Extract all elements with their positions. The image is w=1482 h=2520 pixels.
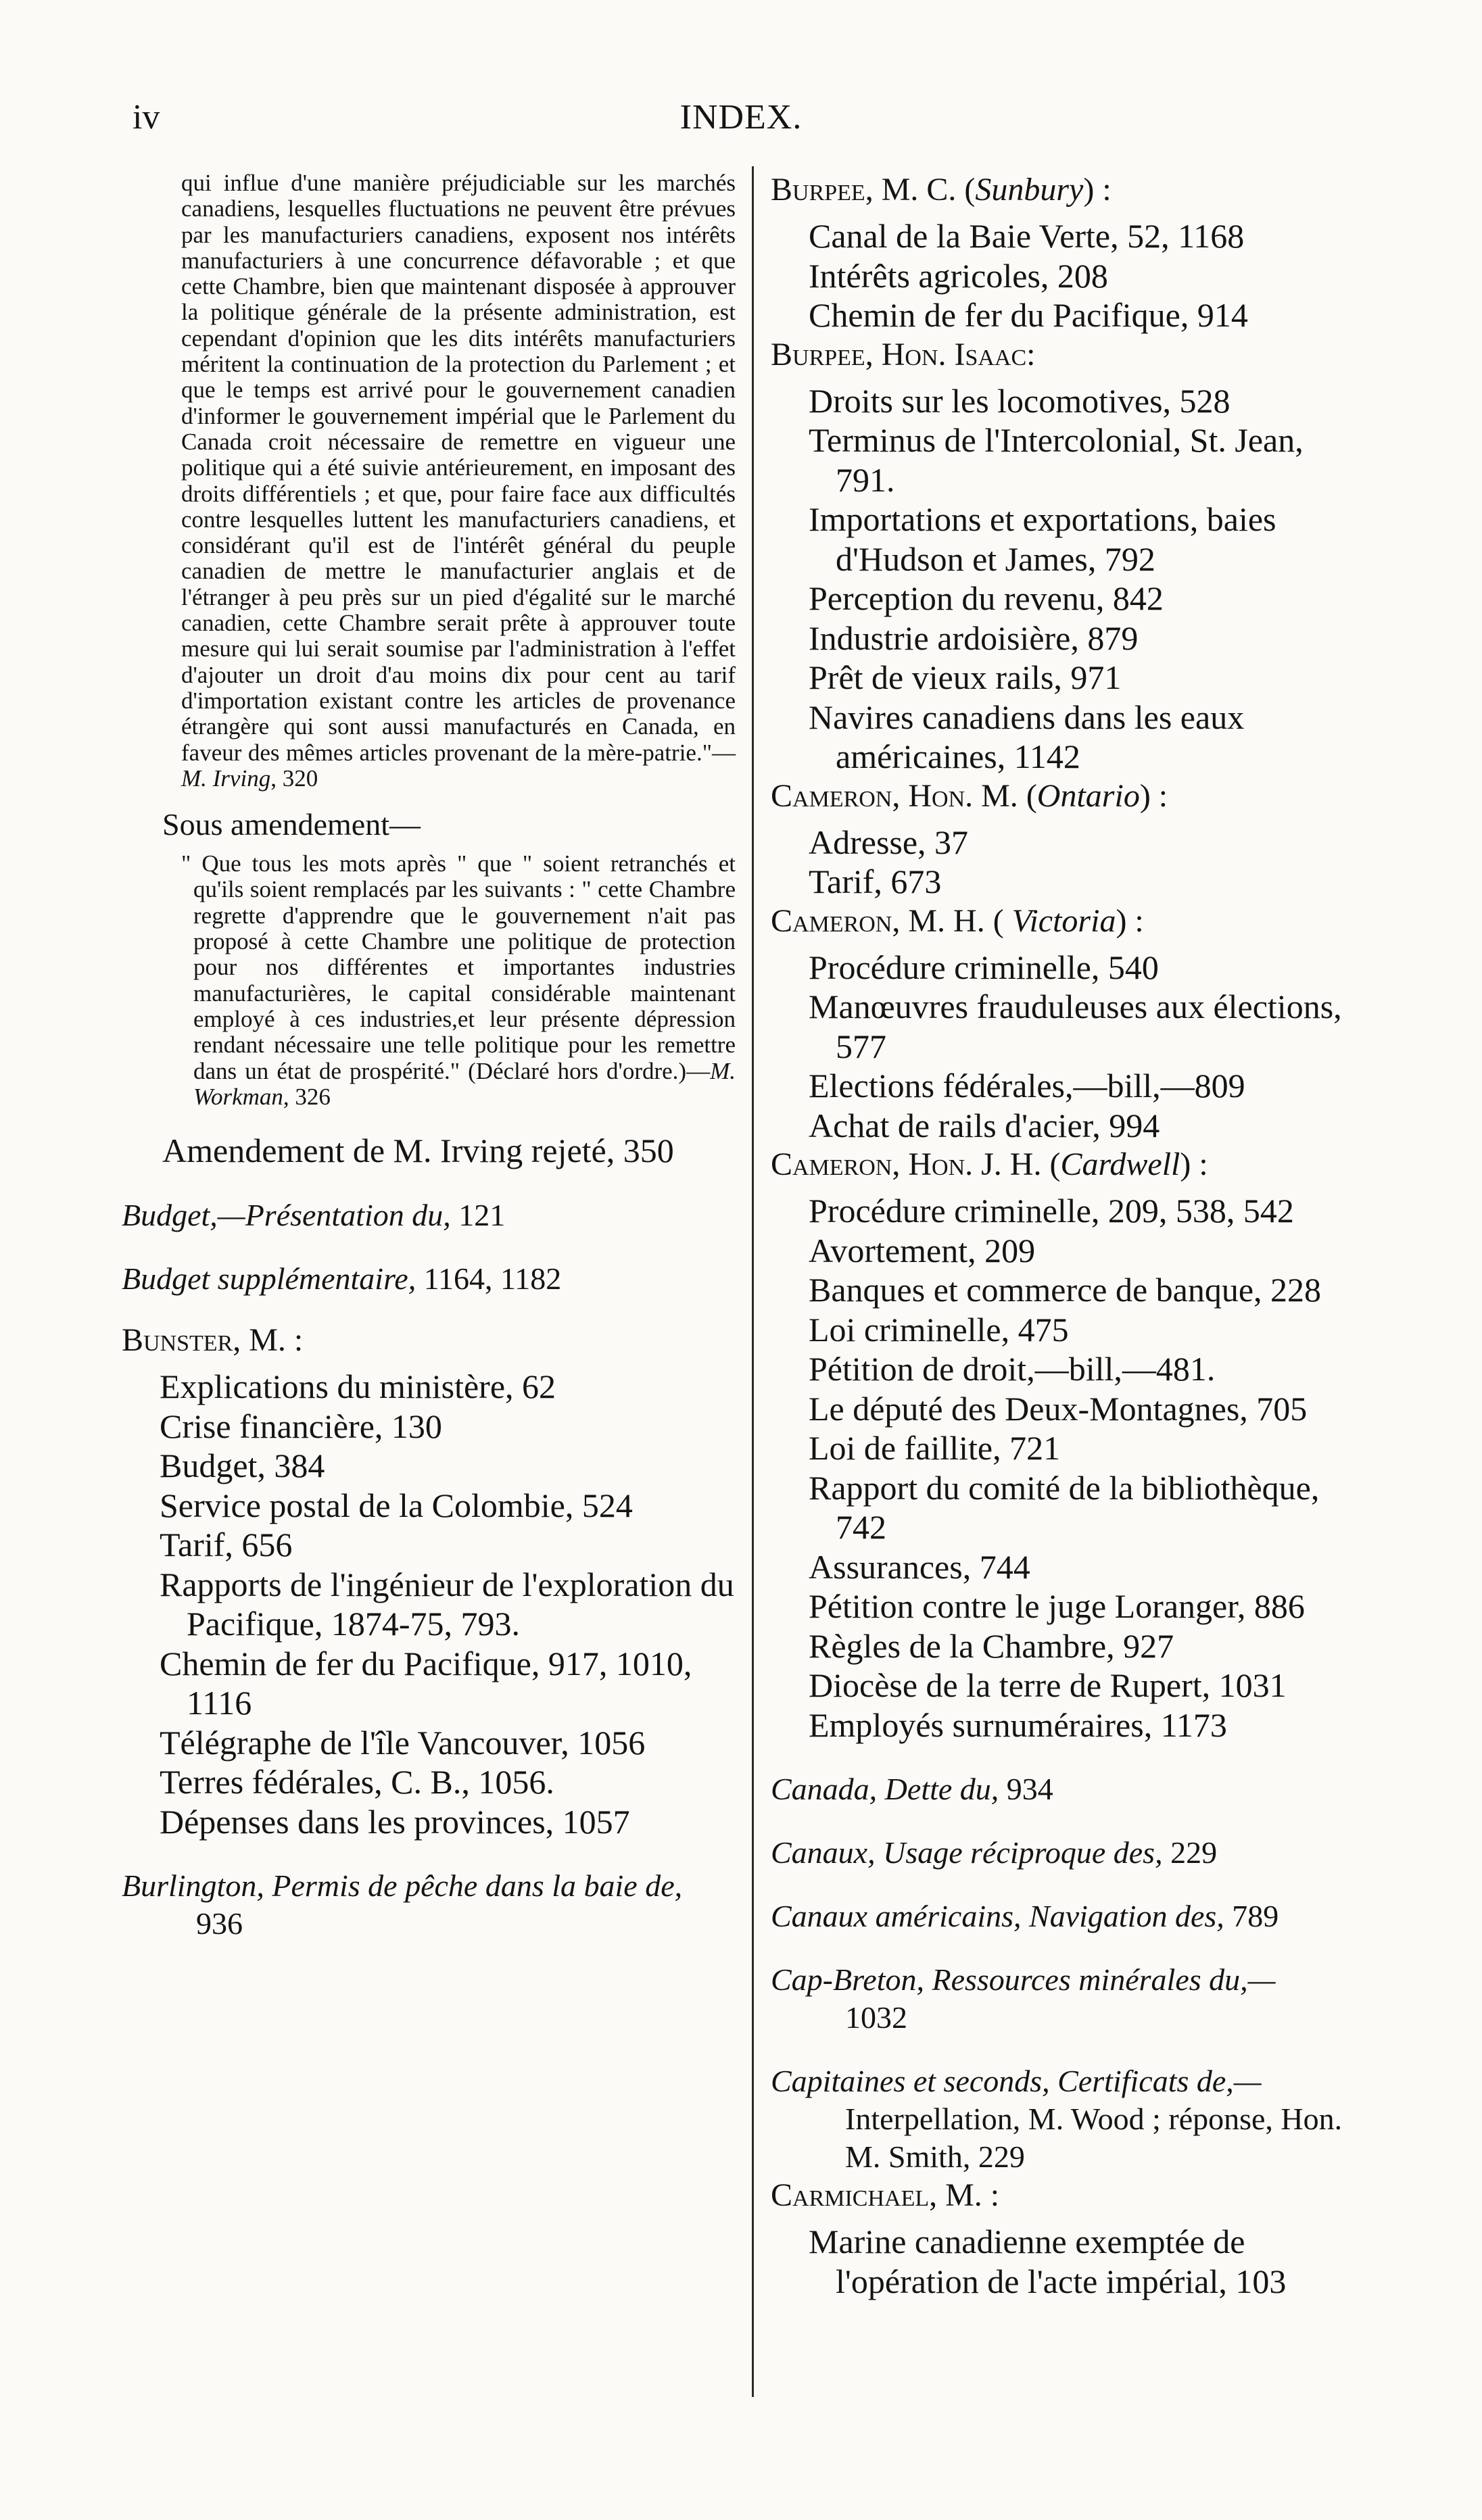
entry-items bbox=[771, 381, 1366, 777]
list-item: Assurances, 744 bbox=[809, 1547, 1030, 1586]
entry-page: 121 bbox=[450, 1198, 506, 1233]
entry-title: Capitaines et seconds, Certificats de,— bbox=[771, 2064, 1262, 2098]
list-item: Règles de la Chambre, 927 bbox=[809, 1626, 1174, 1665]
amendement-rejete: Amendement de M. Irving rejeté, 350 bbox=[162, 1132, 674, 1170]
entry-title: Canaux américains, Navigation des, bbox=[771, 1899, 1224, 1933]
page-title: INDEX. bbox=[679, 98, 803, 137]
list-item: Diocèse de la terre de Rupert, 1031 bbox=[809, 1666, 1287, 1704]
member-name: Burpee, M. C. (Sunbury) : bbox=[771, 172, 1112, 208]
list-item: Adresse, 37 bbox=[809, 823, 969, 861]
list-item: Pétition contre le juge Loranger, 886 bbox=[809, 1587, 1305, 1625]
index-entry-cap-breton bbox=[771, 1961, 1366, 2037]
amendment-author: M. Irving bbox=[181, 765, 271, 792]
list-item: Service postal de la Colombie, 524 bbox=[160, 1486, 633, 1524]
list-item: Industrie ardoisière, 879 bbox=[809, 619, 1139, 657]
entry-items bbox=[122, 1367, 736, 1841]
right-column bbox=[771, 170, 1366, 2301]
list-item: Rapport du comité de la bibliothèque, 742 bbox=[809, 1468, 1320, 1546]
index-entry-capitaines bbox=[771, 2062, 1366, 2176]
member-riding: Sunbury bbox=[975, 172, 1084, 208]
index-entry-cameron-m bbox=[771, 777, 1366, 902]
list-item: Tarif, 673 bbox=[809, 863, 942, 900]
left-column bbox=[122, 170, 736, 1943]
entry-title: Canaux, Usage réciproque des, bbox=[771, 1835, 1163, 1870]
column-divider bbox=[752, 166, 754, 2397]
entry-page: 1032 bbox=[845, 2000, 907, 2035]
member-name: Cameron, M. H. ( Victoria) : bbox=[771, 902, 1144, 939]
member-name-text: Cameron, M. H. bbox=[771, 902, 985, 939]
list-item: Le député des Deux-Montagnes, 705 bbox=[809, 1389, 1308, 1428]
list-item: Crise financière, 130 bbox=[160, 1407, 442, 1445]
index-entry-burpee-mc bbox=[771, 170, 1366, 335]
entry-detail: Interpellation, M. Wood ; réponse, Hon. M. Smith, 229 bbox=[845, 2102, 1343, 2174]
quote-page: , 326 bbox=[283, 1083, 331, 1110]
list-item: Procédure criminelle, 540 bbox=[809, 948, 1159, 986]
entry-items bbox=[771, 216, 1366, 335]
index-entry-bunster bbox=[122, 1321, 736, 1841]
list-item: Achat de rails d'acier, 994 bbox=[809, 1106, 1160, 1144]
index-entry-burpee-isaac bbox=[771, 335, 1366, 777]
member-name: Cameron, Hon. J. H. (Cardwell) : bbox=[771, 1146, 1208, 1182]
entry-title: Burlington, Permis de pêche dans la baie de, bbox=[122, 1868, 683, 1904]
amendment-body: qui influe d'une manière préjudiciable sur les marchés canadiens, lesquelles fluctuations ne peuvent être prévues par les manufacturiers canadiens, exposent nos intérêts manufacturiers à une concurrence défavorable ; et que cette Chambre, bien que maintenant disposée à approuver la politique générale de la présente administration, est cependant d'opinion que les dits intérêts manufacturiers méritent la continuation de la protection du Parlement ; et que le temps est arrivé pour le gouvernement canadien d'informer le gouvernement impérial que le Parlement du Canada croit nécessaire de remettre en vigueur une politique qui a été suivie antérieurement, en imposant des droits différentiels ; et que, pour faire face aux difficultés contre lesquelles luttent les manufacturiers canadiens, et considérant qu'il est de l'intérêt général du peuple canadien de mettre le manufacturier anglais et de l'étranger à peu près sur un pied d'égalité sur le marché canadien, cette Chambre serait prête à approuver toute mesure qui lui serait soumise par l'administration à l'effet d'ajouter un droit d'au moins dix pour cent au tarif d'importation existant contre les articles de provenance étrangère qui sont aussi manufacturés en Canada, en faveur des mêmes articles provenant de la mère-patrie."— bbox=[181, 170, 736, 766]
list-item: Tarif, 656 bbox=[160, 1526, 293, 1564]
entry-title: Budget,—Présentation du, bbox=[122, 1198, 451, 1233]
index-entry-carmichael bbox=[771, 2176, 1366, 2301]
list-item: Navires canadiens dans les eaux américaines, 1142 bbox=[809, 698, 1245, 775]
entry-page: 789 bbox=[1224, 1899, 1279, 1933]
entry-page: 1164, 1182 bbox=[416, 1261, 562, 1297]
list-item: Droits sur les locomotives, 528 bbox=[809, 381, 1230, 420]
sous-amendement-quote bbox=[181, 851, 736, 1110]
entry-page: 229 bbox=[1162, 1835, 1218, 1870]
member-name-text: Cameron, Hon. M. bbox=[771, 777, 1018, 814]
entry-page: 936 bbox=[196, 1906, 243, 1941]
index-entry-canada-dette bbox=[771, 1770, 1366, 1808]
list-item: Prêt de vieux rails, 971 bbox=[809, 658, 1122, 696]
list-item: Terminus de l'Intercolonial, St. Jean, 791. bbox=[809, 421, 1304, 499]
member-name: Bunster, M. : bbox=[122, 1322, 304, 1359]
index-entry-cameron-jh bbox=[771, 1145, 1366, 1745]
quote-author: M. Workman bbox=[193, 1057, 736, 1110]
list-item: Explications du ministère, 62 bbox=[160, 1367, 556, 1406]
list-item: Manœuvres frauduleuses aux élections, 577 bbox=[809, 988, 1342, 1065]
list-item: Employés surnuméraires, 1173 bbox=[809, 1705, 1227, 1744]
member-name: Cameron, Hon. M. (Ontario) : bbox=[771, 777, 1168, 814]
list-item: Importations et exportations, baies d'Hudson et James, 792 bbox=[809, 500, 1276, 578]
member-riding: Cardwell bbox=[1060, 1146, 1180, 1182]
list-item: Terres fédérales, C. B., 1056. bbox=[160, 1763, 554, 1801]
list-item: Chemin de fer du Pacifique, 917, 1010, 1116 bbox=[160, 1644, 692, 1722]
member-riding: Ontario bbox=[1036, 777, 1140, 814]
member-riding: Victoria bbox=[1011, 902, 1116, 939]
list-item: Procédure criminelle, 209, 538, 542 bbox=[809, 1192, 1294, 1230]
index-entry-cameron-mh bbox=[771, 902, 1366, 1146]
sous-amendement-heading: Sous amendement— bbox=[162, 807, 421, 842]
list-item: Loi de faillite, 721 bbox=[809, 1429, 1061, 1467]
list-item: Loi criminelle, 475 bbox=[809, 1310, 1069, 1349]
entry-items bbox=[771, 948, 1366, 1146]
page-number: iv bbox=[133, 98, 160, 137]
entry-title: Cap-Breton, Ressources minérales du,— bbox=[771, 1962, 1276, 1997]
amendment-text bbox=[181, 170, 736, 792]
list-item: Intérêts agricoles, 208 bbox=[809, 256, 1108, 295]
index-entry-canaux-americains bbox=[771, 1897, 1366, 1935]
list-item: Pétition de droit,—bill,—481. bbox=[809, 1350, 1216, 1388]
member-name-text: Burpee, M. C. bbox=[771, 172, 957, 208]
quote-body: " Que tous les mots après " que " soient retranchés et qu'ils soient remplacés par les suivants : " cette Chambre regrette d'apprendre que le gouvernement n'ait pas proposé à cette Chambre une politique de protection pour nos différentes et importantes industries manufacturières, le capital considérable maintenant employé à ces industries,et leur présente dépression rendant nécessaire une telle politique pour les remettre dans un état de prospérité." (Déclaré hors d'ordre.)— bbox=[181, 850, 736, 1084]
list-item: Elections fédérales,—bill,—809 bbox=[809, 1067, 1245, 1105]
list-item: Canal de la Baie Verte, 52, 1168 bbox=[809, 217, 1245, 255]
amendment-page: , 320 bbox=[270, 765, 318, 792]
list-item: Avortement, 209 bbox=[809, 1231, 1036, 1269]
entry-items bbox=[771, 2222, 1366, 2301]
list-item: Télégraphe de l'île Vancouver, 1056 bbox=[160, 1723, 646, 1762]
list-item: Dépenses dans les provinces, 1057 bbox=[160, 1802, 630, 1841]
entry-title: Budget supplémentaire, bbox=[122, 1261, 416, 1297]
list-item: Perception du revenu, 842 bbox=[809, 579, 1164, 617]
member-name: Carmichael, M. : bbox=[771, 2177, 1000, 2213]
list-item: Marine canadienne exemptée de l'opération de l'acte impérial, 103 bbox=[809, 2223, 1287, 2300]
member-name: Burpee, Hon. Isaac: bbox=[771, 336, 1036, 372]
entry-items bbox=[771, 823, 1366, 902]
index-entry-canaux-usage bbox=[771, 1834, 1366, 1872]
index-entry-budget-presentation bbox=[122, 1196, 736, 1234]
list-item: Chemin de fer du Pacifique, 914 bbox=[809, 296, 1248, 334]
entry-page: 934 bbox=[999, 1772, 1053, 1806]
entry-title: Canada, Dette du, bbox=[771, 1772, 999, 1806]
entry-items bbox=[771, 1191, 1366, 1745]
index-entry-burlington bbox=[122, 1867, 736, 1943]
index-entry-budget-supplementaire bbox=[122, 1260, 736, 1298]
member-name-text: Cameron, Hon. J. H. bbox=[771, 1146, 1042, 1182]
list-item: Banques et commerce de banque, 228 bbox=[809, 1271, 1322, 1309]
list-item: Rapports de l'ingénieur de l'exploration du Pacifique, 1874-75, 793. bbox=[160, 1565, 734, 1643]
list-item: Budget, 384 bbox=[160, 1447, 325, 1485]
